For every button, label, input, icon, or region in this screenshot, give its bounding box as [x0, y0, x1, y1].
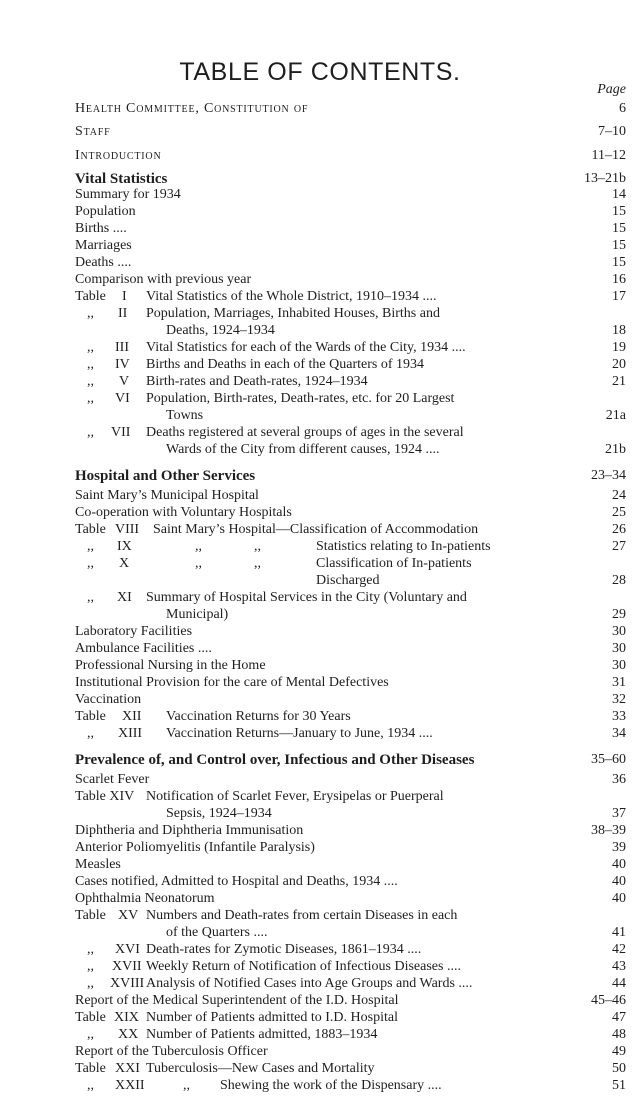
toc-text: ,,	[87, 556, 94, 571]
page-number: 38–39	[591, 823, 626, 838]
toc-text: ,,	[87, 340, 94, 355]
toc-text: Classification of In-patients	[316, 556, 472, 571]
page-number: 21b	[605, 442, 626, 457]
toc-text: XX	[118, 1027, 139, 1042]
toc-text: Wards of the City from different causes, 1924 ....	[166, 442, 440, 457]
page-number: 21a	[605, 408, 626, 423]
page-number: 15	[612, 221, 626, 236]
page-number: 43	[612, 959, 626, 974]
toc-entry	[0, 992, 640, 1010]
toc-text: XIII	[118, 726, 143, 741]
toc-entry	[0, 203, 640, 221]
toc-text: XV	[118, 908, 139, 923]
page-number: 32	[612, 692, 626, 707]
toc-text: Introduction	[75, 148, 162, 163]
toc-text: ,,	[87, 306, 94, 321]
toc-text: Summary of Hospital Services in the City (Voluntary and	[146, 590, 467, 605]
toc-entry	[0, 271, 640, 289]
toc-text: Table	[75, 1061, 106, 1076]
page-number: 49	[612, 1044, 626, 1059]
toc-text: ,,	[87, 374, 94, 389]
page-number: 37	[612, 806, 626, 821]
toc-text: ,,	[254, 539, 261, 554]
toc-text: ,,	[87, 590, 94, 605]
toc-text: Ambulance Facilities ....	[75, 641, 212, 656]
toc-text: Scarlet Fever	[75, 772, 150, 787]
page-number: 27	[612, 539, 626, 554]
toc-text: Professional Nursing in the Home	[75, 658, 266, 673]
page-number: 35–60	[591, 752, 626, 767]
toc-entry	[0, 356, 640, 374]
toc-entry	[0, 441, 640, 459]
toc-text: Births and Deaths in each of the Quarters of 1934	[146, 357, 424, 372]
page-number: 30	[612, 658, 626, 673]
toc-text: Tuberculosis—New Cases and Mortality	[146, 1061, 375, 1076]
toc-text: ,,	[87, 425, 94, 440]
toc-text: Sepsis, 1924–1934	[166, 806, 272, 821]
toc-text: Summary for 1934	[75, 187, 181, 202]
toc-text: Institutional Provision for the care of Mental Defectives	[75, 675, 389, 690]
page-number: 44	[612, 976, 626, 991]
toc-text: XII	[122, 709, 142, 724]
page-number: 30	[612, 624, 626, 639]
toc-text: Table	[75, 908, 106, 923]
toc-text: Hospital and Other Services	[75, 468, 256, 484]
toc-entry	[0, 856, 640, 874]
toc-text: Deaths ....	[75, 255, 132, 270]
toc-entry	[0, 890, 640, 908]
toc-text: IV	[115, 357, 130, 372]
toc-entry	[0, 521, 640, 539]
toc-text: Population, Marriages, Inhabited Houses, Births and	[146, 306, 440, 321]
toc-entry	[0, 572, 640, 590]
toc-entry	[0, 186, 640, 204]
toc-text: ,,	[87, 1027, 94, 1042]
toc-text: Vital Statistics for each of the Wards of the City, 1934 ....	[146, 340, 466, 355]
toc-text: Report of the Tuberculosis Officer	[75, 1044, 268, 1059]
toc-text: Notification of Scarlet Fever, Erysipelas or Puerperal	[146, 789, 444, 804]
page-number: 25	[612, 505, 626, 520]
toc-text: Table	[75, 289, 106, 304]
toc-entry	[0, 771, 640, 789]
toc-text: Population, Birth-rates, Death-rates, etc. for 20 Largest	[146, 391, 455, 406]
toc-entry	[0, 589, 640, 607]
toc-entry	[0, 606, 640, 624]
page-number: 29	[612, 607, 626, 622]
toc-text: Laboratory Facilities	[75, 624, 193, 639]
toc-text: Saint Mary’s Municipal Hospital	[75, 488, 259, 503]
toc-text: ,,	[183, 1078, 190, 1093]
toc-text: Deaths registered at several groups of ages in the several	[146, 425, 464, 440]
toc-entry	[0, 674, 640, 692]
page-number: 14	[612, 187, 626, 202]
page-number: 42	[612, 942, 626, 957]
toc-text: Co-operation with Voluntary Hospitals	[75, 505, 292, 520]
toc-text: Discharged	[316, 573, 380, 588]
page-number: 41	[612, 925, 626, 940]
page-column-heading: Page	[597, 82, 626, 97]
toc-text: ,,	[87, 726, 94, 741]
toc-text: Table	[75, 522, 106, 537]
toc-text: III	[115, 340, 129, 355]
toc-entry	[0, 691, 640, 709]
toc-text: Prevalence of, and Control over, Infectious and Other Diseases	[75, 752, 475, 768]
toc-text: IX	[117, 539, 132, 554]
page-number: 24	[612, 488, 626, 503]
toc-text: XVII	[112, 959, 142, 974]
toc-text: Health Committee, Constitution of	[75, 101, 309, 116]
toc-text: ,,	[87, 1078, 94, 1093]
toc-text: Number of Patients admitted, 1883–1934	[146, 1027, 378, 1042]
toc-text: Deaths, 1924–1934	[166, 323, 275, 338]
toc-entry	[0, 390, 640, 408]
toc-entry	[0, 123, 640, 141]
toc-entry	[0, 339, 640, 357]
toc-text: X	[119, 556, 130, 571]
toc-entry	[0, 1060, 640, 1078]
toc-text: ,,	[87, 357, 94, 372]
toc-text: Ophthalmia Neonatorum	[75, 891, 215, 906]
toc-entry	[0, 1009, 640, 1027]
toc-entry	[0, 788, 640, 806]
page-number: 40	[612, 891, 626, 906]
toc-text: Staff	[75, 124, 111, 139]
toc-text: Anterior Poliomyelitis (Infantile Paralysis)	[75, 840, 315, 855]
page-number: 18	[612, 323, 626, 338]
page-number: 13–21b	[584, 171, 626, 186]
toc-text: XXI	[115, 1061, 140, 1076]
toc-text: VIII	[115, 522, 140, 537]
toc-entry	[0, 1026, 640, 1044]
toc-text: V	[119, 374, 130, 389]
toc-text: Population	[75, 204, 136, 219]
toc-entry	[0, 873, 640, 891]
toc-text: ,,	[87, 959, 94, 974]
toc-text: of the Quarters ....	[166, 925, 268, 940]
page-number: 26	[612, 522, 626, 537]
toc-entry	[0, 822, 640, 840]
page-number: 51	[612, 1078, 626, 1093]
toc-text: II	[118, 306, 128, 321]
page-number: 36	[612, 772, 626, 787]
toc-text: Births ....	[75, 221, 127, 236]
toc-text: ,,	[87, 391, 94, 406]
toc-text: XIX	[114, 1010, 139, 1025]
toc-entry	[0, 504, 640, 522]
section-heading	[0, 751, 640, 769]
page-number: 15	[612, 204, 626, 219]
toc-entry	[0, 407, 640, 425]
toc-text: XVI	[115, 942, 140, 957]
toc-text: Marriages	[75, 238, 132, 253]
toc-text: VI	[115, 391, 130, 406]
toc-entry	[0, 305, 640, 323]
toc-text: XVIII	[110, 976, 145, 991]
page-number: 47	[612, 1010, 626, 1025]
toc-text: Weekly Return of Notification of Infectious Diseases ....	[146, 959, 461, 974]
toc-text: ,,	[195, 556, 202, 571]
toc-text: ,,	[87, 976, 94, 991]
toc-text: Comparison with previous year	[75, 272, 252, 287]
toc-entry	[0, 924, 640, 942]
toc-text: Measles	[75, 857, 121, 872]
toc-text: ,,	[195, 539, 202, 554]
toc-text: XI	[117, 590, 132, 605]
toc-text: Diphtheria and Diphtheria Immunisation	[75, 823, 304, 838]
page-number: 50	[612, 1061, 626, 1076]
page-number: 30	[612, 641, 626, 656]
toc-text: Saint Mary’s Hospital—Classification of Accommodation	[153, 522, 479, 537]
page-number: 17	[612, 289, 626, 304]
toc-text: ,,	[254, 556, 261, 571]
toc-entry	[0, 487, 640, 505]
toc-entry	[0, 975, 640, 993]
page-number: 40	[612, 874, 626, 889]
toc-text: Table	[75, 1010, 106, 1025]
toc-entry	[0, 958, 640, 976]
toc-text: Report of the Medical Superintendent of the I.D. Hospital	[75, 993, 399, 1008]
toc-entry	[0, 288, 640, 306]
page-number: 28	[612, 573, 626, 588]
toc-entry	[0, 254, 640, 272]
toc-text: Birth-rates and Death-rates, 1924–1934	[146, 374, 368, 389]
page-number: 45–46	[591, 993, 626, 1008]
toc-entry	[0, 708, 640, 726]
toc-text: Vaccination Returns for 30 Years	[166, 709, 351, 724]
page-number: 39	[612, 840, 626, 855]
toc-entry	[0, 640, 640, 658]
toc-text: Towns	[166, 408, 204, 423]
toc-text: VII	[111, 425, 131, 440]
section-heading	[0, 467, 640, 485]
toc-entry	[0, 424, 640, 442]
toc-entry	[0, 538, 640, 556]
toc-text: Vital Statistics	[75, 171, 168, 187]
toc-entry	[0, 237, 640, 255]
toc-entry	[0, 941, 640, 959]
toc-text: Municipal)	[166, 607, 229, 622]
toc-text: Vaccination	[75, 692, 142, 707]
page-number: 15	[612, 255, 626, 270]
toc-text: Statistics relating to In-patients	[316, 539, 491, 554]
toc-entry	[0, 373, 640, 391]
toc-entry	[0, 805, 640, 823]
toc-entry	[0, 1043, 640, 1061]
toc-entry	[0, 100, 640, 118]
toc-entry	[0, 657, 640, 675]
page-number: 20	[612, 357, 626, 372]
toc-text: Death-rates for Zymotic Diseases, 1861–1934 ....	[146, 942, 422, 957]
toc-entry	[0, 907, 640, 925]
toc-text: XXII	[115, 1078, 145, 1093]
toc-text: Shewing the work of the Dispensary ....	[220, 1078, 442, 1093]
toc-entry	[0, 725, 640, 743]
toc-text: ,,	[87, 539, 94, 554]
page-number: 7–10	[598, 124, 626, 139]
toc-text: ,,	[87, 942, 94, 957]
page-number: 6	[619, 101, 626, 116]
page-number: 15	[612, 238, 626, 253]
page-number: 40	[612, 857, 626, 872]
toc-entry	[0, 147, 640, 165]
toc-text: I	[122, 289, 127, 304]
toc-entry	[0, 623, 640, 641]
toc-text: Analysis of Notified Cases into Age Groups and Wards ....	[146, 976, 473, 991]
toc-text: Table XIV	[75, 789, 135, 804]
page-number: 16	[612, 272, 626, 287]
toc-entry	[0, 220, 640, 238]
page-number: 31	[612, 675, 626, 690]
toc-text: Vaccination Returns—January to June, 1934 ....	[166, 726, 433, 741]
toc-text: Table	[75, 709, 106, 724]
toc-text: Cases notified, Admitted to Hospital and Deaths, 1934 ....	[75, 874, 398, 889]
page-number: 21	[612, 374, 626, 389]
toc-text: Numbers and Death-rates from certain Diseases in each	[146, 908, 458, 923]
page-number: 33	[612, 709, 626, 724]
page-number: 34	[612, 726, 626, 741]
page-number: 48	[612, 1027, 626, 1042]
toc-entry	[0, 1077, 640, 1095]
toc-entry	[0, 322, 640, 340]
toc-entry	[0, 555, 640, 573]
page-number: 19	[612, 340, 626, 355]
toc-entry	[0, 839, 640, 857]
page-number: 11–12	[591, 148, 626, 163]
toc-text: Number of Patients admitted to I.D. Hospital	[146, 1010, 398, 1025]
page-number: 23–34	[591, 468, 626, 483]
page-title: TABLE OF CONTENTS.	[179, 58, 461, 86]
toc-text: Vital Statistics of the Whole District, 1910–1934 ....	[146, 289, 437, 304]
